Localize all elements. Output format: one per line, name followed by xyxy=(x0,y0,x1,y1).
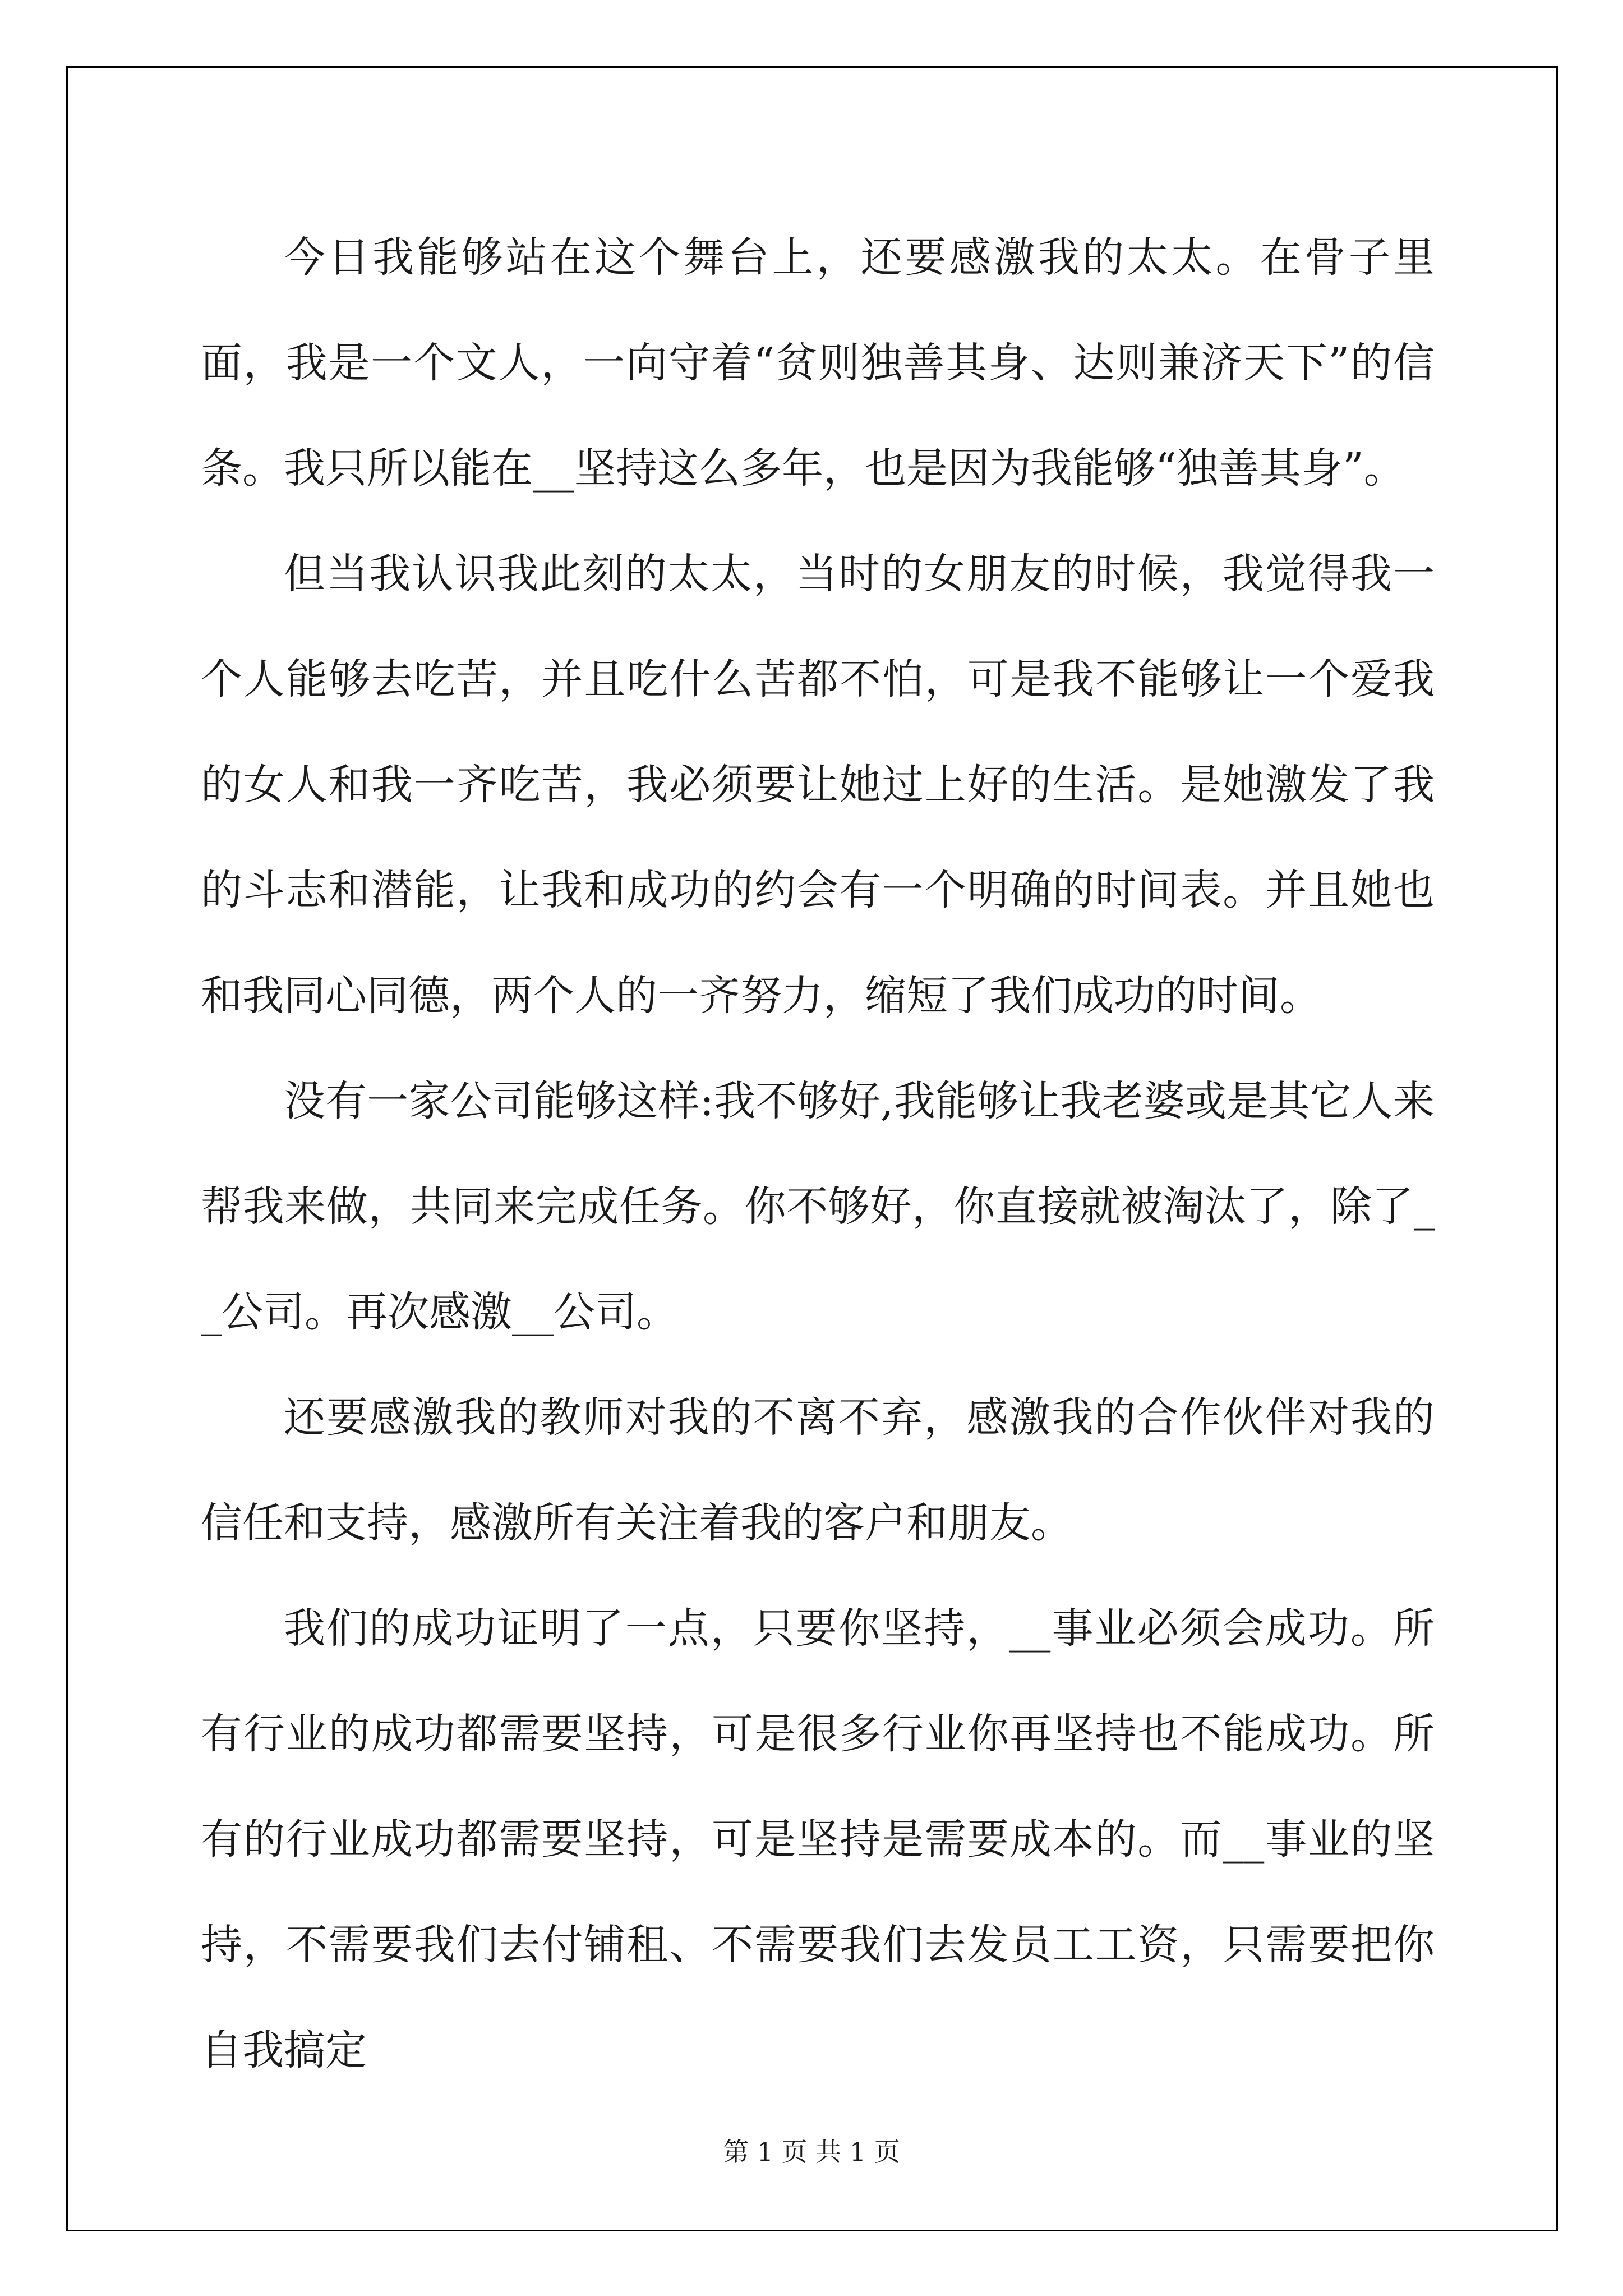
document-body xyxy=(201,205,1435,2103)
paragraph: 没有一家公司能够这样:我不够好,我能够让我老婆或是其它人来帮我来做，共同来完成任务。你不够好，你直接就被淘汰了，除了__公司。再次感激__公司。 xyxy=(201,1077,1435,1336)
paragraph: 但当我认识我此刻的太太，当时的女朋友的时候，我觉得我一个人能够去吃苦，并且吃什么苦都不怕，可是我不能够让一个爱我的女人和我一齐吃苦，我必须要让她过上好的生活。是她激发了我的斗志和潜能，让我和成功的约会有一个明确的时间表。并且她也和我同心同德，两个人的一齐努力，缩短了我们成功的时间。 xyxy=(201,550,1435,1020)
page-number-footer: 第 1 页 共 1 页 xyxy=(723,2137,900,2167)
paragraph: 今日我能够站在这个舞台上，还要感激我的太太。在骨子里面，我是一个文人，一向守着“贫则独善其身、达则兼济天下”的信条。我只所以能在__坚持这么多年，也是因为我能够“独善其身”。 xyxy=(201,233,1435,493)
paragraph: 我们的成功证明了一点，只要你坚持，__事业必须会成功。所有行业的成功都需要坚持，可是很多行业你再坚持也不能成功。所有的行业成功都需要坚持，可是坚持是需要成本的。而__事业的坚持，不需要我们去付铺租、不需要我们去发员工工资，只需要把你自我搞定 xyxy=(201,1604,1435,2074)
paragraph: 还要感激我的教师对我的不离不弃，感激我的合作伙伴对我的信任和支持，感激所有关注着我的客户和朋友。 xyxy=(201,1393,1435,1547)
